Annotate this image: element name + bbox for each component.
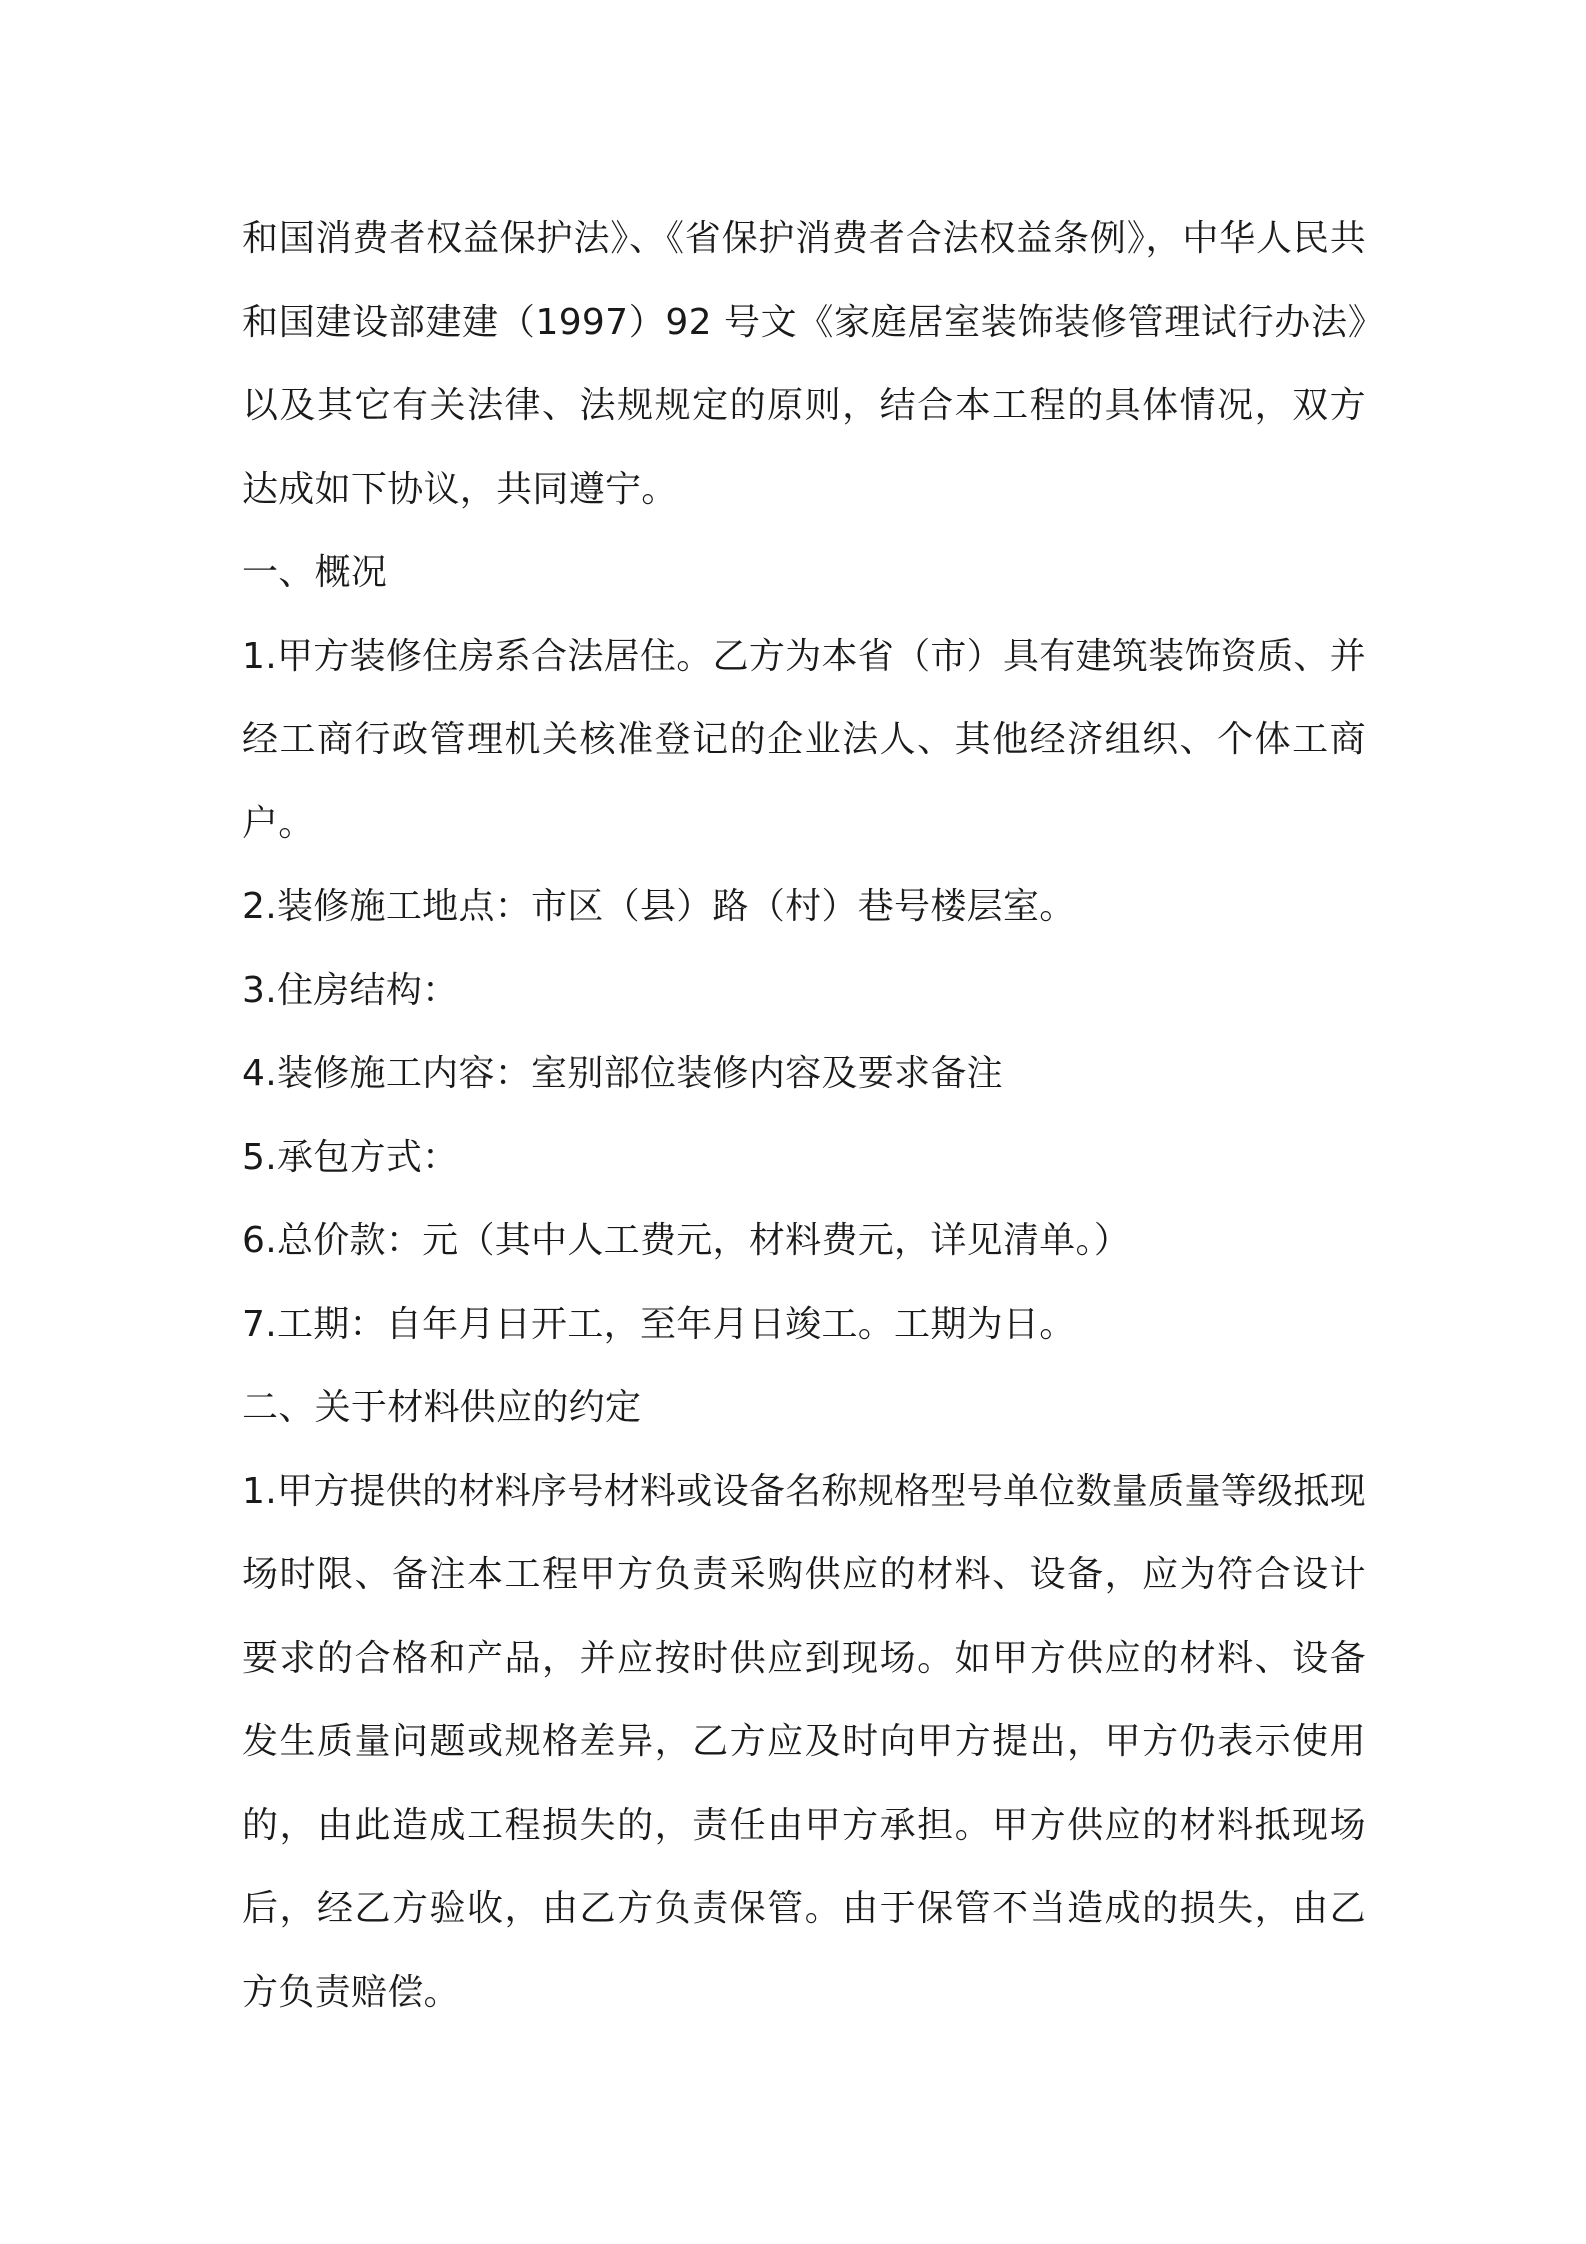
paragraph-item-4: 4.装修施工内容：室别部位装修内容及要求备注 [242, 1053, 1003, 1094]
paragraph-item-3: 3.住房结构： [242, 969, 459, 1011]
paragraph-materials-1: 1.甲方提供的材料序号材料或设备名称规格型号单位数量质量等级抵现场时限、备注本工程甲方负责采购供应的材料、设备，应为符合设计要求的合格和产品，并应按时供应到现场。如甲方供应的材料、设备发生质量问题或规格差异，乙方应及时向甲方提出，甲方仍表示使用的，由此造成工程损失的，责任由甲方承担。甲方供应的材料抵现场后，经乙方验收，由乙方负责保管。由于保管不当造成的损失，由乙方负责赔偿。 [242, 1470, 1366, 2013]
paragraph-preamble: 和国消费者权益保护法》、《省保护消费者合法权益条例》，中华人民共和国建设部建建（1997）92 号文《家庭居室装饰装修管理试行办法》以及其它有关法律、法规规定的原则，结合本工程的具体情况，双方达成如下协议，共同遵宁。 [242, 218, 1366, 510]
document-body [242, 197, 1366, 2034]
paragraph-item-7: 7.工期：自年月日开工，至年月日竣工。工期为日。 [242, 1303, 1076, 1345]
section-heading-overview: 一、概况 [242, 552, 388, 593]
paragraph-item-5: 5.承包方式： [242, 1136, 459, 1178]
section-heading-materials: 二、关于材料供应的约定 [242, 1387, 642, 1428]
paragraph-item-6: 6.总价款：元（其中人工费元，材料费元，详见清单。） [242, 1220, 1131, 1261]
paragraph-item-2: 2.装修施工地点：市区（县）路（村）巷号楼层室。 [242, 886, 1076, 927]
paragraph-item-1: 1.甲方装修住房系合法居住。乙方为本省（市）具有建筑装饰资质、并经工商行政管理机关核准登记的企业法人、其他经济组织、个体工商户。 [242, 635, 1366, 844]
